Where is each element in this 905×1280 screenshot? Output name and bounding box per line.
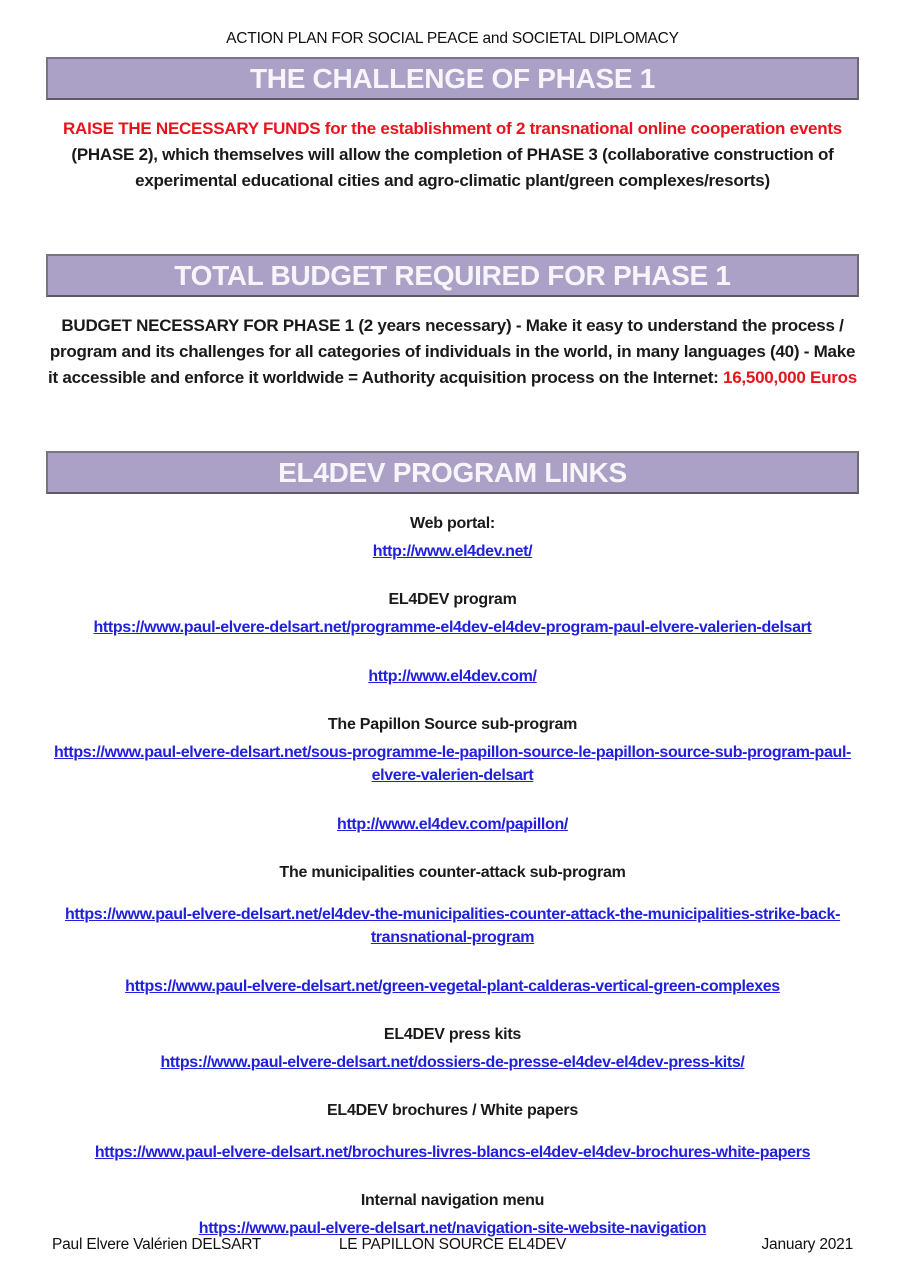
- banner-program-links: EL4DEV PROGRAM LINKS: [46, 451, 859, 494]
- program-link[interactable]: https://www.paul-elvere-delsart.net/programme-el4dev-el4dev-program-paul-elvere-valerien-delsart: [93, 619, 812, 636]
- accent-text-span: RAISE THE NECESSARY FUNDS for the establishment of 2 transnational online cooperation events: [63, 119, 842, 138]
- document-title: ACTION PLAN FOR SOCIAL PEACE and SOCIETAL DIPLOMACY: [226, 30, 679, 47]
- link-group-heading: The Papillon Source sub-program: [327, 716, 578, 733]
- body-text-span: BUDGET NECESSARY FOR PHASE 1 (2 years necessary) - Make it easy to understand the process / program and its challenges for all categories of individuals in the world, in many languages (40) - Make it accessible and enforce it worldwide = Authority acquisition process on the Internet:: [48, 316, 856, 387]
- link-group-heading: EL4DEV program: [388, 591, 517, 608]
- program-link[interactable]: https://www.paul-elvere-delsart.net/dossiers-de-presse-el4dev-el4dev-press-kits/: [160, 1054, 745, 1071]
- budget-paragraph: [46, 313, 859, 391]
- program-link[interactable]: https://www.paul-elvere-delsart.net/sous-programme-le-papillon-source-le-papillon-source-sub-program-paul-elvere-valerien-delsart: [53, 744, 852, 784]
- program-link[interactable]: https://www.paul-elvere-delsart.net/navigation-site-website-navigation: [198, 1220, 707, 1237]
- page-footer: [52, 1236, 853, 1254]
- link-group-heading: The municipalities counter-attack sub-program: [279, 864, 626, 881]
- link-group-heading: EL4DEV brochures / White papers: [327, 1102, 578, 1119]
- program-link[interactable]: https://www.paul-elvere-delsart.net/el4dev-the-municipalities-counter-attack-the-municipalities-strike-back-transnational-program: [64, 906, 841, 946]
- link-group-heading: Web portal:: [410, 515, 495, 532]
- link-group-heading: Internal navigation menu: [360, 1192, 545, 1209]
- banner-challenge-phase-1: THE CHALLENGE OF PHASE 1: [46, 57, 859, 100]
- footer-program-name: LE PAPILLON SOURCE EL4DEV: [338, 1236, 567, 1253]
- program-link[interactable]: https://www.paul-elvere-delsart.net/green-vegetal-plant-calderas-vertical-green-complexes: [125, 978, 780, 995]
- banner-total-budget: TOTAL BUDGET REQUIRED FOR PHASE 1: [46, 254, 859, 297]
- program-link[interactable]: http://www.el4dev.com/: [368, 668, 537, 685]
- body-text-span: (PHASE 2), which themselves will allow the completion of PHASE 3 (collaborative construction of experimental educational cities and agro-climatic plant/green complexes/resorts): [71, 145, 834, 190]
- program-link[interactable]: http://www.el4dev.com/papillon/: [337, 816, 568, 833]
- program-link[interactable]: https://www.paul-elvere-delsart.net/brochures-livres-blancs-el4dev-el4dev-brochures-white-papers: [94, 1144, 811, 1161]
- program-links-list: [46, 513, 859, 1240]
- accent-text-span: 16,500,000 Euros: [723, 368, 857, 387]
- footer-author: Paul Elvere Valérien DELSART: [52, 1236, 262, 1253]
- challenge-paragraph: [46, 116, 859, 194]
- footer-date: January 2021: [761, 1236, 853, 1253]
- program-link[interactable]: http://www.el4dev.net/: [372, 543, 533, 560]
- link-group-heading: EL4DEV press kits: [383, 1026, 522, 1043]
